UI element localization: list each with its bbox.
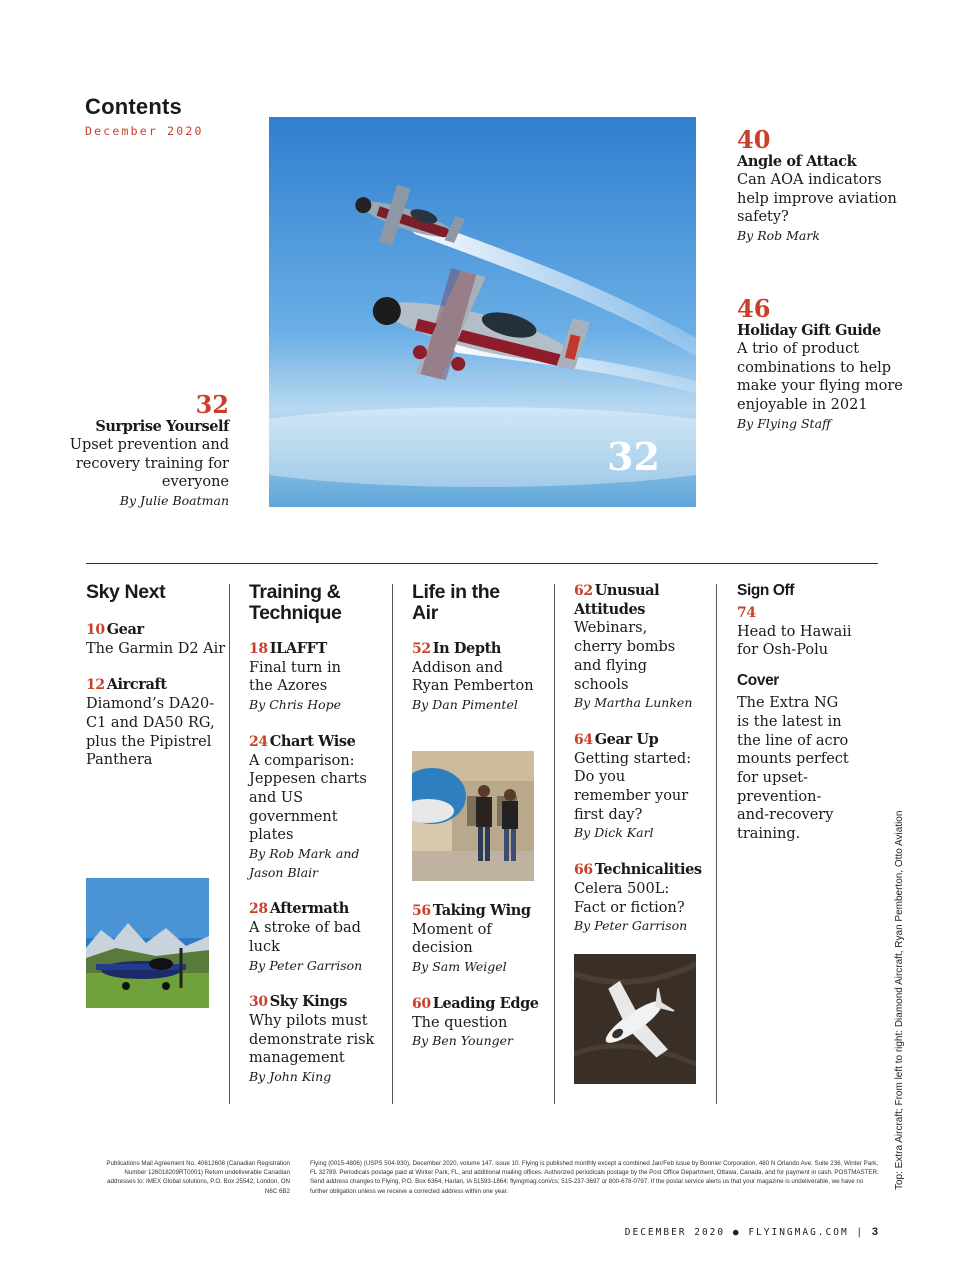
feature-number: 32 <box>195 390 229 419</box>
feature-byline: By Julie Boatman <box>119 493 229 509</box>
photo-pemberton-family <box>412 751 534 881</box>
entry-number: 10 <box>86 622 105 638</box>
section-columns <box>574 582 724 954</box>
entry-title: Gear Up <box>594 730 659 748</box>
feature-holiday-gift-guide[interactable] <box>737 294 917 434</box>
entry-number: 62 <box>574 583 593 599</box>
feature-description: Upset prevention and recovery training for everyone <box>69 437 229 491</box>
section-heading: Life in the Air <box>412 581 500 624</box>
toc-entry[interactable] <box>574 861 724 936</box>
entry-title: Sky Kings <box>269 993 348 1011</box>
toc-entry[interactable] <box>86 621 226 658</box>
entry-title: Aircraft <box>106 676 167 694</box>
entry-description: The Garmin D2 Air <box>86 640 226 657</box>
photo-credit: Top: Extra Aircraft; From left to right: Diamond Aircraft, Ryan Pemberton, Otto Aviation <box>894 810 905 1190</box>
page-footer <box>625 1226 878 1238</box>
toc-entry[interactable] <box>249 900 399 975</box>
entry-byline: By Dan Pimentel <box>412 697 518 713</box>
section-life-in-the-air-continued <box>412 902 562 1069</box>
footer-date: DECEMBER 2020 <box>624 1227 726 1238</box>
entry-number: 24 <box>249 733 268 750</box>
entry-byline: By Dick Karl <box>574 825 654 841</box>
entry-number: 64 <box>574 731 593 748</box>
entry-number: 74 <box>737 605 756 621</box>
feature-number: 40 <box>737 125 771 154</box>
photo-celera-500l <box>574 954 696 1084</box>
feature-byline: By Flying Staff <box>737 415 831 431</box>
entry-number: 30 <box>249 994 268 1011</box>
toc-entry[interactable] <box>249 640 399 715</box>
cover-description: The Extra NG is the latest in the line of acro mounts perfect for upset-prevention-and-recovery training. <box>737 695 849 843</box>
feature-description: Can AOA indicators help improve aviation safety? <box>737 172 897 226</box>
section-divider <box>86 563 878 564</box>
toc-entry[interactable] <box>412 902 562 977</box>
feature-title: Holiday Gift Guide <box>737 322 881 339</box>
issue-date: December 2020 <box>85 124 204 138</box>
entry-description: Head to Hawaii for Osh-Polu <box>737 623 852 659</box>
section-training-technique <box>249 582 399 1105</box>
entry-number: 52 <box>412 641 431 657</box>
toc-entry[interactable] <box>249 733 399 883</box>
section-life-in-the-air <box>412 582 562 733</box>
feature-title: Surprise Yourself <box>95 418 229 435</box>
entry-description: The question <box>412 1014 508 1031</box>
toc-entry[interactable] <box>574 731 724 843</box>
entry-number: 60 <box>412 995 431 1012</box>
entry-number: 18 <box>249 641 268 657</box>
entry-title: Aftermath <box>269 900 349 918</box>
feature-angle-of-attack[interactable] <box>737 125 917 246</box>
page-title: Contents <box>85 94 182 119</box>
toc-entry[interactable] <box>574 582 724 713</box>
page-number: 3 <box>871 1226 878 1238</box>
entry-number: 28 <box>249 901 268 918</box>
footer-site[interactable]: FLYINGMAG.COM <box>748 1227 849 1238</box>
entry-title: Gear <box>106 621 144 638</box>
section-heading: Sign Off <box>737 582 795 599</box>
entry-byline: By Rob Mark and Jason Blair <box>249 846 360 880</box>
hero-page-number: 32 <box>607 434 660 479</box>
entry-byline: By Martha Lunken <box>574 695 693 711</box>
entry-description: Celera 500L: Fact or fiction? <box>574 880 685 916</box>
section-heading: Sky Next <box>86 581 166 603</box>
bullet-icon: ● <box>732 1227 741 1238</box>
feature-title: Angle of Attack <box>737 153 857 170</box>
section-heading: Training & Technique <box>249 581 342 624</box>
entry-title: Taking Wing <box>432 902 531 919</box>
publication-statement: Flying (0015-4806) (USPS 504-930), December 2020, volume 147, issue 10. Flying is published monthly except a combined Jan/Feb issue by Bonnier Corporation, 480 N Orlando Ave, Suite 236, Winter Park, FL 32789. Periodicals postage paid at Winter Park, FL, and additional mailing offices. Authorized periodicals postage by the Post Office Department, Ottawa, Canada, and for payment in cash. POSTMASTER: Send address changes to Flying, P.O. Box 6364, Harlan, IA 51593-1864; flyingmag.com/cs; 515-237-3697 or 800-678-0797. If the postal service alerts us that your magazine is undeliverable, we have no further obligation unless we receive a corrected address within one year. <box>310 1160 879 1195</box>
entry-title: Chart Wise <box>269 732 356 750</box>
entry-number: 66 <box>574 862 593 879</box>
entry-description: A stroke of bad luck <box>249 920 361 955</box>
section-sky-next <box>86 582 226 788</box>
hero-photo-extra-aircraft <box>269 117 696 507</box>
cover-heading: Cover <box>737 672 779 690</box>
photo-diamond-aircraft <box>86 878 209 1008</box>
entry-byline: By John King <box>249 1069 332 1085</box>
entry-description: Why pilots must demonstrate risk management <box>249 1012 375 1067</box>
entry-number: 12 <box>86 677 105 694</box>
entry-description: Moment of decision <box>412 921 492 957</box>
footer-separator: | <box>856 1227 865 1238</box>
mail-agreement-text: Publications Mail Agreement No. 40612608 (Canadian Registration Number 126018209RT0001) Return undeliverable Canadian addresses to: IMEX Global solutions, P.O. Box 25542, London, ON N6C 6B2 <box>106 1160 290 1195</box>
entry-description: Diamond’s DA20-C1 and DA50 RG, plus the Pipistrel Panthera <box>86 696 215 769</box>
entry-title: Technicalities <box>594 861 702 879</box>
entry-title: Unusual Attitudes <box>574 582 660 618</box>
entry-description: Final turn in the Azores <box>249 659 341 695</box>
feature-description: A trio of product combinations to help make your flying more enjoyable in 2021 <box>737 341 903 414</box>
entry-byline: By Peter Garrison <box>249 957 363 973</box>
entry-byline: By Chris Hope <box>249 697 342 713</box>
feature-number: 46 <box>737 294 771 323</box>
entry-number: 56 <box>412 903 431 919</box>
toc-entry[interactable] <box>737 604 877 660</box>
entry-byline: By Peter Garrison <box>574 918 688 934</box>
toc-entry[interactable] <box>412 640 562 715</box>
entry-title: Leading Edge <box>432 994 539 1012</box>
feature-byline: By Rob Mark <box>737 228 820 244</box>
feature-surprise-yourself[interactable] <box>29 390 229 511</box>
entry-title: ILAFFT <box>269 640 327 657</box>
entry-title: In Depth <box>432 640 502 657</box>
column-divider <box>229 584 230 1104</box>
entry-description: Webinars, cherry bombs and flying schools <box>574 620 676 693</box>
entry-byline: By Ben Younger <box>412 1033 513 1049</box>
entry-description: A comparison: Jeppesen charts and US government plates <box>249 752 367 844</box>
toc-entry[interactable] <box>86 676 226 770</box>
toc-entry[interactable] <box>249 993 399 1087</box>
entry-description: Getting started: Do you remember your first day? <box>574 750 692 823</box>
section-sign-off <box>737 582 877 844</box>
entry-byline: By Sam Weigel <box>412 959 507 975</box>
entry-description: Addison and Ryan Pemberton <box>412 659 534 695</box>
toc-entry[interactable] <box>412 995 562 1051</box>
